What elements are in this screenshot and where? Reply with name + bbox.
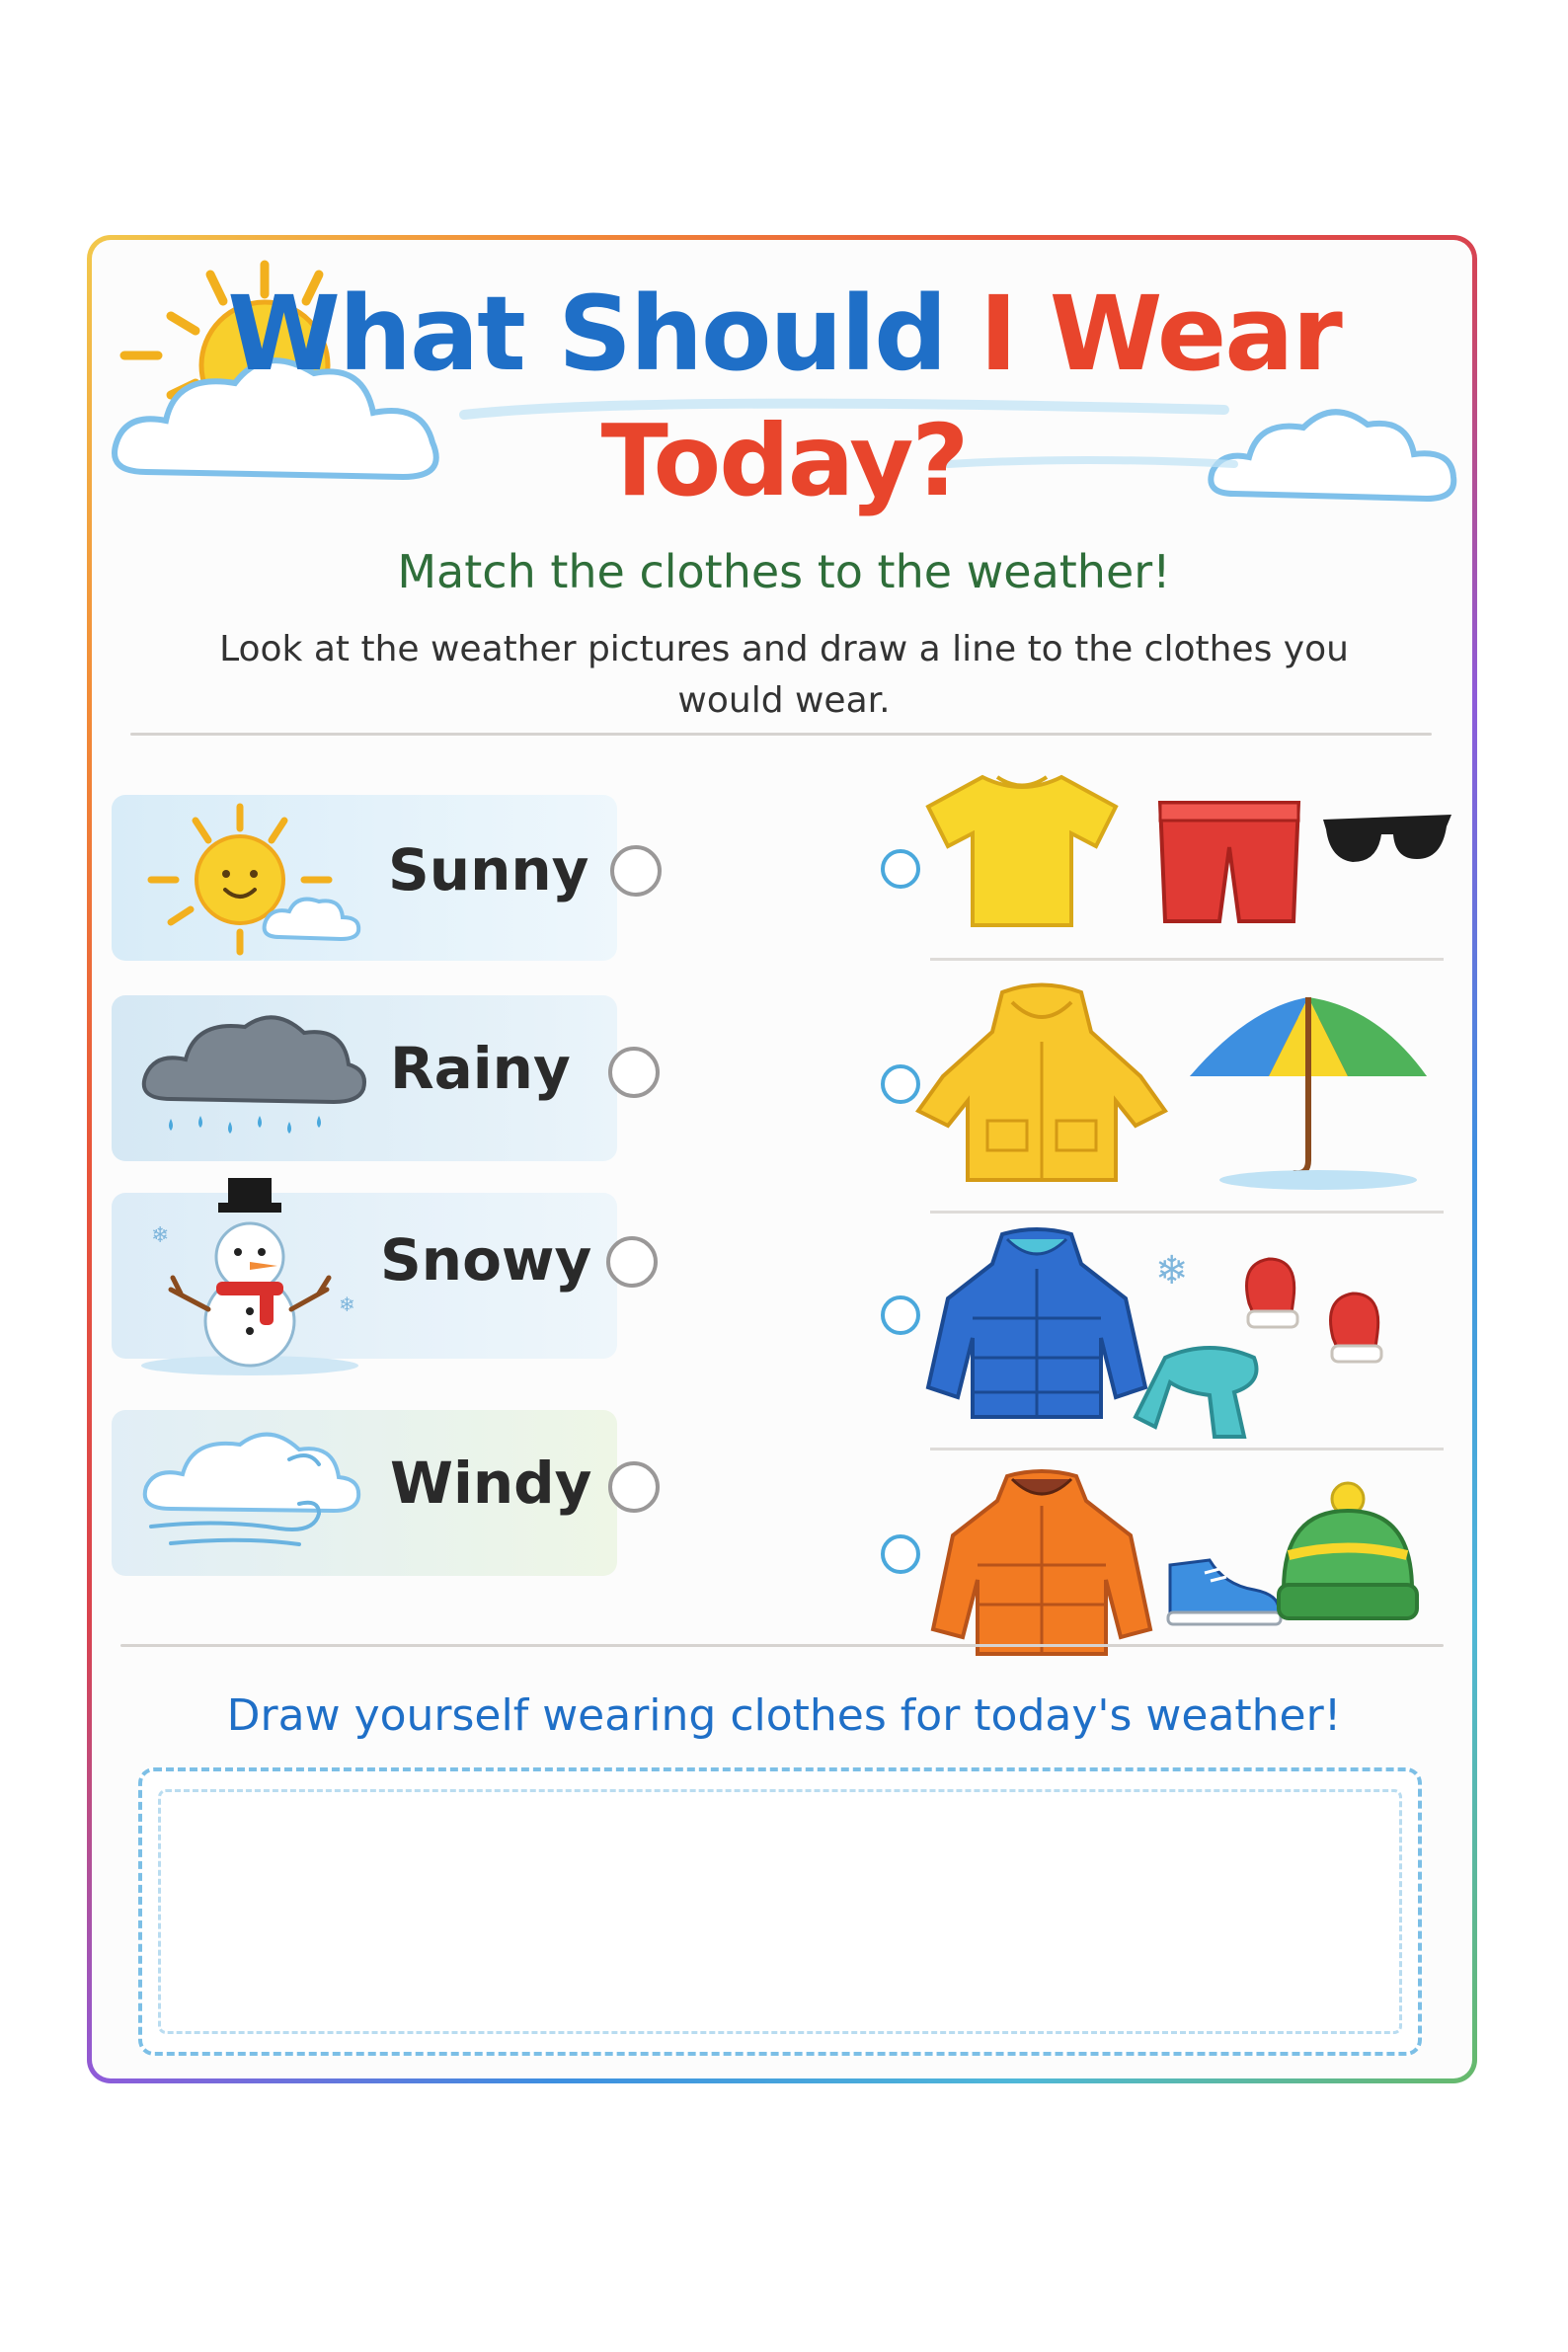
row-divider [930, 1211, 1444, 1214]
subtitle: Match the clothes to the weather! [397, 545, 1171, 598]
svg-text:❄: ❄ [339, 1293, 355, 1316]
snowman-icon [131, 1183, 368, 1371]
weather-card-sunny [112, 795, 617, 961]
match-dot-windy-clothes[interactable] [881, 1534, 920, 1574]
umbrella-icon [1180, 987, 1437, 1195]
row-divider [930, 1448, 1444, 1450]
weather-card-rainy [112, 995, 617, 1161]
sun-icon [131, 799, 368, 957]
page-title [0, 274, 1568, 394]
sunglasses-icon [1318, 805, 1456, 874]
weather-label-windy: Windy [390, 1450, 592, 1517]
title-part-2: I Wear [979, 274, 1341, 394]
row-divider [930, 958, 1444, 961]
shorts-icon [1155, 798, 1303, 926]
divider [120, 1644, 1444, 1647]
instructions: Look at the weather pictures and draw a line to the clothes you would wear. [219, 629, 1349, 721]
rain-cloud-icon [131, 1005, 368, 1153]
draw-prompt: Draw yourself wearing clothes for today's weather! [226, 1690, 1342, 1741]
match-dot-sunny[interactable] [610, 845, 662, 897]
raincoat-icon [913, 982, 1170, 1190]
match-dot-snowy[interactable] [606, 1236, 658, 1288]
weather-label-rainy: Rainy [390, 1035, 571, 1102]
weather-card-windy [112, 1410, 617, 1576]
mittens-icon [1155, 1244, 1402, 1382]
divider [130, 733, 1432, 736]
beanie-icon [1274, 1481, 1422, 1624]
match-dot-winter-clothes[interactable] [881, 1295, 920, 1335]
drawing-area-inner [158, 1789, 1402, 2034]
jacket-icon [928, 1471, 1155, 1659]
match-dot-windy[interactable] [608, 1461, 660, 1513]
weather-label-snowy: Snowy [380, 1226, 592, 1294]
drawing-area[interactable] [138, 1767, 1422, 2056]
match-dot-rainy[interactable] [608, 1047, 660, 1098]
page-title-line-2: Today? [600, 403, 968, 518]
svg-text:❄: ❄ [1155, 1248, 1189, 1294]
weather-card-snowy [112, 1193, 617, 1359]
weather-label-sunny: Sunny [388, 836, 589, 903]
sneaker-icon [1165, 1545, 1284, 1629]
t-shirt-icon [923, 772, 1121, 930]
puffer-jacket-icon [923, 1229, 1150, 1427]
match-dot-summer-clothes[interactable] [881, 849, 920, 889]
svg-text:❄: ❄ [151, 1223, 170, 1248]
wind-cloud-icon [131, 1420, 368, 1568]
title-part-1: What Should [227, 274, 980, 394]
